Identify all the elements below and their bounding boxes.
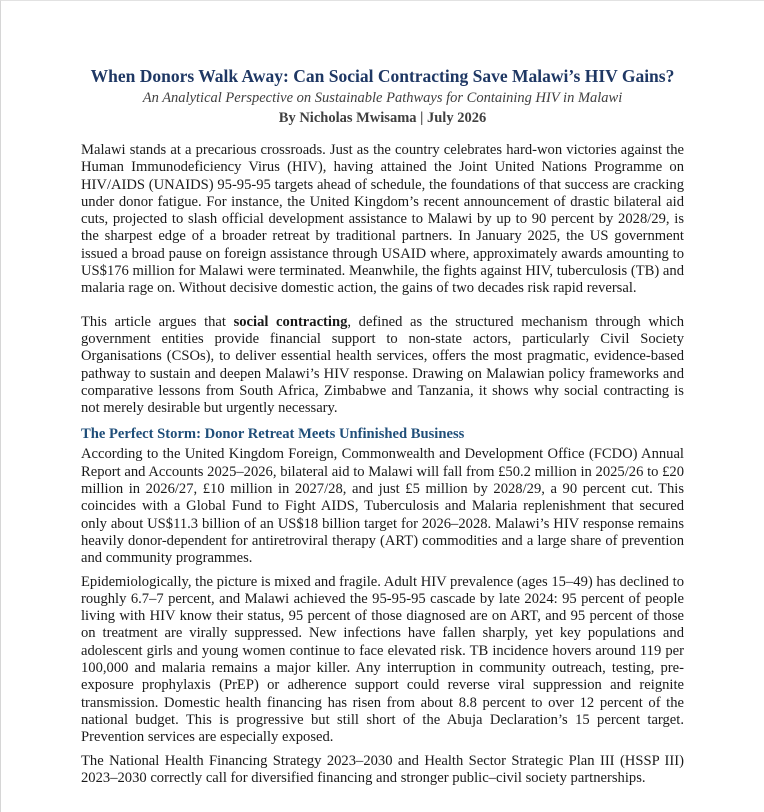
article-byline: By Nicholas Mwisama | July 2026 bbox=[278, 110, 487, 126]
article-title: When Donors Walk Away: Can Social Contracting Save Malawi’s HIV Gains? bbox=[90, 66, 675, 86]
section-paragraph-2: Epidemiologically, the picture is mixed and fragile. Adult HIV prevalence (ages 15–49) has declined to roughly 6.7–7 percent, and Malawi achieved the 95-95-95 cascade by late 2024: 95 percent of people living with HIV know their status, 95 percent of those diagnosed are on ART, and 95 percent of those on treatment are virally suppressed. New infections have fallen sharply, yet key populations and adolescent girls and young women continue to face elevated risk. TB incidence hovers around 119 per 100,000 and malaria remains a major killer. Any interruption in community outreach, testing, pre-exposure prophylaxis (PrEP) or adherence support could reverse viral suppression and reignite transmission. Domestic health financing has risen from about 8.8 percent to over 12 percent of the national budget. This is progressive but still short of the Abuja Declaration’s 15 percent target. Prevention services are especially exposed. bbox=[81, 573, 684, 746]
social-contracting-term: social contracting bbox=[233, 313, 348, 330]
document-page bbox=[81, 64, 684, 787]
intro-paragraph-2-end: , defined as the structured mechanism through which government entities provide financial support to non-state actors, particularly Civil Society Organisations (CSOs), to deliver essential health services, offers the most pragmatic, evidence-based pathway to sustain and deepen Malawi’s HIV response. Drawing on Malawian policy frameworks and comparative lessons from South Africa, Zimbabwe and Tanzania, it shows why social contracting is not merely desirable but urgently necessary. bbox=[81, 313, 684, 417]
section-heading: The Perfect Storm: Donor Retreat Meets Unfinished Business bbox=[81, 426, 465, 443]
intro-paragraph-1: Malawi stands at a precarious crossroads. Just as the country celebrates hard-won victories against the Human Immunodeficiency Virus (HIV), having attained the Joint United Nations Programme on HIV/AIDS (UNAIDS) 95-95-95 targets ahead of schedule, the foundations of that success are cracking under donor fatigue. For instance, the United Kingdom’s recent announcement of drastic bilateral aid cuts, projected to slash official development assistance to Malawi by up to 90 percent by 2028/29, is the sharpest edge of a broader retreat by traditional partners. In January 2025, the US government issued a broad pause on foreign assistance through USAID where, approximately awards amounting to US$176 million for Malawi were terminated. Meanwhile, the fights against HIV, tuberculosis (TB) and malaria rage on. Without decisive domestic action, the gains of two decades risk rapid reversal. bbox=[81, 142, 684, 297]
section-paragraph-1: According to the United Kingdom Foreign, Commonwealth and Development Office (FCDO) Annual Report and Accounts 2025–2026, bilateral aid to Malawi will fall from £50.2 million in 2025/26 to £20 million in 2026/27, £10 million in 2027/28, and just £5 million by 2028/29, a 90 percent cut. This coincides with a Global Fund to Fight AIDS, Tuberculosis and Malaria replenishment that secured only about US$11.3 billion of an US$18 billion target for 2026–2028. Malawi’s HIV response remains heavily donor-dependent for antiretroviral therapy (ART) commodities and a large share of prevention and community programmes. bbox=[81, 446, 684, 567]
article-subtitle: An Analytical Perspective on Sustainable Pathways for Containing HIV in Malawi bbox=[142, 90, 623, 106]
intro-paragraph-2 bbox=[81, 314, 684, 418]
section-paragraph-3: The National Health Financing Strategy 2023–2030 and Health Sector Strategic Plan III (HSSP III) 2023–2030 correctly call for diversified financing and stronger public–civil society partnerships. bbox=[81, 752, 684, 786]
intro-paragraph-2-start: This article argues that bbox=[81, 313, 234, 330]
